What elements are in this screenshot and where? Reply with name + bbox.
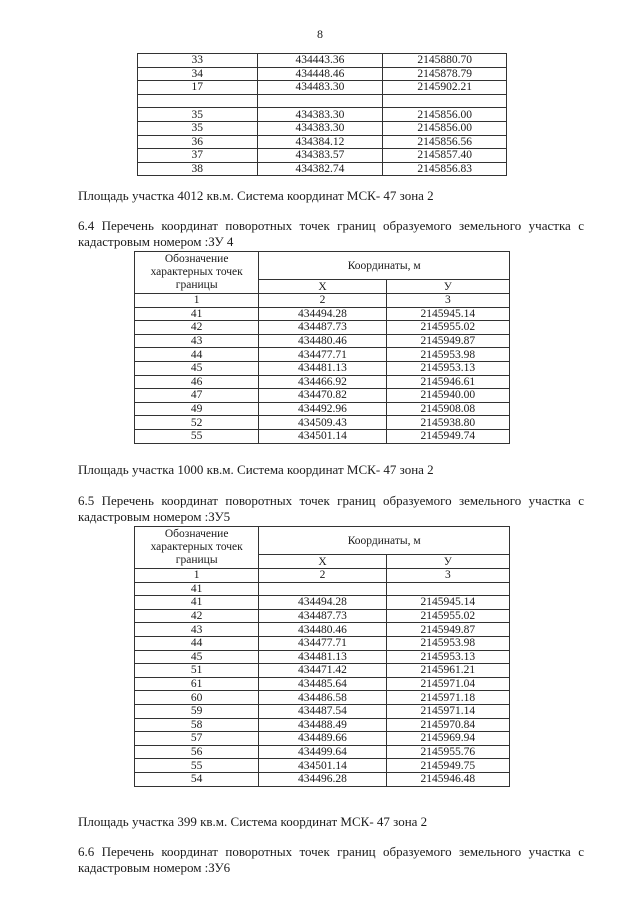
header-coordinates: Координаты, м bbox=[259, 527, 510, 555]
table-row bbox=[138, 67, 507, 81]
table-row bbox=[135, 389, 510, 403]
coord-x: 434466.92 bbox=[259, 375, 386, 389]
table-row bbox=[138, 108, 507, 122]
coord-y: 2145953.13 bbox=[386, 361, 509, 375]
coord-x: 434383.30 bbox=[257, 108, 383, 122]
table-row bbox=[135, 429, 510, 443]
coord-x: 434383.30 bbox=[257, 121, 383, 135]
point-number: 56 bbox=[135, 745, 259, 759]
table-row bbox=[135, 402, 510, 416]
header-points: Обозначение характерных точек границы bbox=[135, 252, 259, 294]
table-body bbox=[135, 582, 510, 786]
table-row bbox=[138, 149, 507, 163]
point-number: 34 bbox=[138, 67, 258, 81]
table-row bbox=[138, 162, 507, 176]
point-number: 55 bbox=[135, 759, 259, 773]
coord-y: 2145856.83 bbox=[383, 162, 507, 176]
coord-x: 434486.58 bbox=[259, 691, 386, 705]
point-number: 41 bbox=[135, 596, 259, 610]
header-num-1: 1 bbox=[135, 569, 259, 583]
point-number: 36 bbox=[138, 135, 258, 149]
section-heading-6-5: 6.5 Перечень координат поворотных точек границ образуемого земельного участка с кадастровым номером :ЗУ5 bbox=[78, 493, 584, 524]
coord-y: 2145955.02 bbox=[386, 321, 509, 335]
coord-y: 2145961.21 bbox=[386, 664, 509, 678]
coord-y bbox=[386, 582, 509, 596]
table-row bbox=[135, 664, 510, 678]
coord-x: 434481.13 bbox=[259, 361, 386, 375]
coord-y: 2145955.02 bbox=[386, 609, 509, 623]
coord-y: 2145902.21 bbox=[383, 81, 507, 95]
coord-x: 434480.46 bbox=[259, 334, 386, 348]
header-num-3: 3 bbox=[386, 569, 509, 583]
coord-y: 2145971.14 bbox=[386, 704, 509, 718]
table-row bbox=[135, 677, 510, 691]
coord-x: 434499.64 bbox=[259, 745, 386, 759]
header-num-2: 2 bbox=[259, 569, 386, 583]
coord-x: 434489.66 bbox=[259, 732, 386, 746]
table-row bbox=[135, 307, 510, 321]
coord-x: 434481.13 bbox=[259, 650, 386, 664]
coord-y: 2145971.04 bbox=[386, 677, 509, 691]
coord-x: 434487.54 bbox=[259, 704, 386, 718]
point-number: 52 bbox=[135, 416, 259, 430]
point-number: 44 bbox=[135, 636, 259, 650]
coord-x: 434487.73 bbox=[259, 321, 386, 335]
table-row bbox=[135, 691, 510, 705]
coord-x: 434448.46 bbox=[257, 67, 383, 81]
point-number: 51 bbox=[135, 664, 259, 678]
point-number: 37 bbox=[138, 149, 258, 163]
header-y: У bbox=[386, 280, 509, 294]
point-number: 45 bbox=[135, 361, 259, 375]
point-number: 41 bbox=[135, 307, 259, 321]
header-num-1: 1 bbox=[135, 294, 259, 308]
header-y: У bbox=[386, 555, 509, 569]
coord-x: 434485.64 bbox=[259, 677, 386, 691]
point-number: 55 bbox=[135, 429, 259, 443]
table-row bbox=[135, 732, 510, 746]
table-row bbox=[135, 321, 510, 335]
table-row bbox=[135, 623, 510, 637]
table-row bbox=[135, 650, 510, 664]
table-row bbox=[135, 636, 510, 650]
coord-y: 2145880.70 bbox=[383, 54, 507, 68]
coord-x: 434494.28 bbox=[259, 596, 386, 610]
coord-x: 434471.42 bbox=[259, 664, 386, 678]
area-note-1: Площадь участка 4012 кв.м. Система координат МСК- 47 зона 2 bbox=[78, 188, 434, 203]
coord-x: 434488.49 bbox=[259, 718, 386, 732]
coord-y: 2145940.00 bbox=[386, 389, 509, 403]
point-number: 45 bbox=[135, 650, 259, 664]
table-row bbox=[138, 135, 507, 149]
area-note-2: Площадь участка 1000 кв.м. Система координат МСК- 47 зона 2 bbox=[78, 462, 434, 477]
table-row bbox=[135, 361, 510, 375]
coord-y: 2145945.14 bbox=[386, 307, 509, 321]
point-number: 61 bbox=[135, 677, 259, 691]
coord-y: 2145953.98 bbox=[386, 636, 509, 650]
point-number: 46 bbox=[135, 375, 259, 389]
coord-y: 2145908.08 bbox=[386, 402, 509, 416]
point-number: 47 bbox=[135, 389, 259, 403]
point-number bbox=[138, 94, 258, 108]
table-row bbox=[135, 596, 510, 610]
point-number: 33 bbox=[138, 54, 258, 68]
table-row bbox=[135, 348, 510, 362]
coord-x: 434384.12 bbox=[257, 135, 383, 149]
coord-y: 2145949.75 bbox=[386, 759, 509, 773]
coord-y: 2145969.94 bbox=[386, 732, 509, 746]
coord-y: 2145949.74 bbox=[386, 429, 509, 443]
coord-x: 434477.71 bbox=[259, 348, 386, 362]
point-number: 17 bbox=[138, 81, 258, 95]
coord-x: 434382.74 bbox=[257, 162, 383, 176]
table-body bbox=[138, 54, 507, 176]
table-row bbox=[135, 759, 510, 773]
coordinates-table-zu5 bbox=[134, 526, 510, 787]
point-number: 54 bbox=[135, 772, 259, 786]
coord-y: 2145878.79 bbox=[383, 67, 507, 81]
coord-x: 434501.14 bbox=[259, 759, 386, 773]
coord-x: 434443.36 bbox=[257, 54, 383, 68]
coord-x: 434383.57 bbox=[257, 149, 383, 163]
point-number: 49 bbox=[135, 402, 259, 416]
coord-x: 434480.46 bbox=[259, 623, 386, 637]
point-number: 43 bbox=[135, 334, 259, 348]
coord-y: 2145857.40 bbox=[383, 149, 507, 163]
table-row bbox=[135, 416, 510, 430]
point-number: 58 bbox=[135, 718, 259, 732]
coord-x: 434496.28 bbox=[259, 772, 386, 786]
coord-y: 2145953.13 bbox=[386, 650, 509, 664]
coord-x: 434477.71 bbox=[259, 636, 386, 650]
coord-x bbox=[259, 582, 386, 596]
table-row bbox=[135, 718, 510, 732]
header-num-3: 3 bbox=[386, 294, 509, 308]
coord-x bbox=[257, 94, 383, 108]
point-number: 35 bbox=[138, 121, 258, 135]
table-row bbox=[135, 704, 510, 718]
table-row bbox=[138, 94, 507, 108]
point-number: 41 bbox=[135, 582, 259, 596]
coord-y: 2145945.14 bbox=[386, 596, 509, 610]
coord-x: 434509.43 bbox=[259, 416, 386, 430]
table-row bbox=[135, 609, 510, 623]
coordinates-table-continued bbox=[137, 53, 507, 176]
coord-x: 434492.96 bbox=[259, 402, 386, 416]
table-row bbox=[135, 582, 510, 596]
coord-y: 2145955.76 bbox=[386, 745, 509, 759]
point-number: 59 bbox=[135, 704, 259, 718]
coord-y: 2145953.98 bbox=[386, 348, 509, 362]
coord-y: 2145946.48 bbox=[386, 772, 509, 786]
point-number: 60 bbox=[135, 691, 259, 705]
page-number: 8 bbox=[317, 27, 323, 41]
point-number: 43 bbox=[135, 623, 259, 637]
section-heading-6-6: 6.6 Перечень координат поворотных точек границ образуемого земельного участка с кадастровым номером :ЗУ6 bbox=[78, 844, 584, 875]
table-row bbox=[135, 334, 510, 348]
coord-y: 2145949.87 bbox=[386, 334, 509, 348]
point-number: 35 bbox=[138, 108, 258, 122]
coord-y: 2145949.87 bbox=[386, 623, 509, 637]
table-row bbox=[135, 745, 510, 759]
table-row bbox=[135, 375, 510, 389]
table-body bbox=[135, 307, 510, 443]
point-number: 57 bbox=[135, 732, 259, 746]
coord-y: 2145856.00 bbox=[383, 108, 507, 122]
coord-y: 2145970.84 bbox=[386, 718, 509, 732]
coordinates-table-zu4 bbox=[134, 251, 510, 444]
header-x: Х bbox=[259, 555, 386, 569]
table-row bbox=[138, 81, 507, 95]
coord-y bbox=[383, 94, 507, 108]
area-note-3: Площадь участка 399 кв.м. Система координат МСК- 47 зона 2 bbox=[78, 814, 428, 829]
coord-x: 434501.14 bbox=[259, 429, 386, 443]
header-x: Х bbox=[259, 280, 386, 294]
section-heading-6-4: 6.4 Перечень координат поворотных точек границ образуемого земельного участка с кадастровым номером :ЗУ 4 bbox=[78, 218, 584, 249]
coord-y: 2145856.00 bbox=[383, 121, 507, 135]
point-number: 44 bbox=[135, 348, 259, 362]
coord-x: 434494.28 bbox=[259, 307, 386, 321]
table-row bbox=[138, 121, 507, 135]
coord-x: 434470.82 bbox=[259, 389, 386, 403]
table-row bbox=[138, 54, 507, 68]
coord-y: 2145946.61 bbox=[386, 375, 509, 389]
point-number: 42 bbox=[135, 321, 259, 335]
coord-y: 2145938.80 bbox=[386, 416, 509, 430]
coord-x: 434487.73 bbox=[259, 609, 386, 623]
table-row bbox=[135, 772, 510, 786]
header-num-2: 2 bbox=[259, 294, 386, 308]
coord-y: 2145856.56 bbox=[383, 135, 507, 149]
point-number: 38 bbox=[138, 162, 258, 176]
header-points: Обозначение характерных точек границы bbox=[135, 527, 259, 569]
coord-y: 2145971.18 bbox=[386, 691, 509, 705]
point-number: 42 bbox=[135, 609, 259, 623]
coord-x: 434483.30 bbox=[257, 81, 383, 95]
header-coordinates: Координаты, м bbox=[259, 252, 510, 280]
